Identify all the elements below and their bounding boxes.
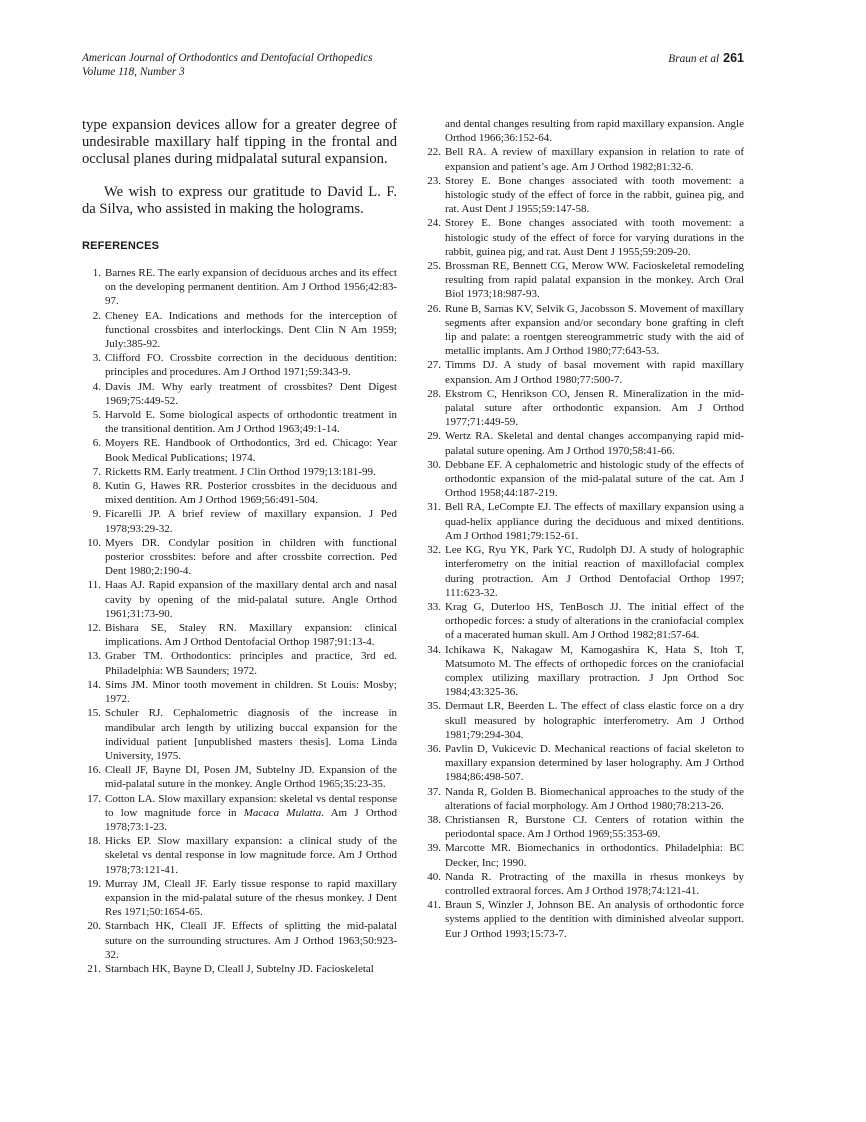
reference-item: [422, 145, 744, 173]
reference-number: 2.: [92, 309, 101, 322]
reference-item: [422, 643, 744, 700]
reference-number: 30.: [427, 458, 441, 471]
reference-item: [82, 962, 397, 976]
page-number: 261: [723, 51, 744, 65]
reference-text: Bell RA. A review of maxillary expansion in relation to rate of expansion and patient’s age. Am J Orthod 1982;81:32-6.: [445, 146, 744, 173]
reference-number: 4.: [92, 380, 101, 393]
reference-text: Cotton LA. Slow maxillary expansion: skeletal vs dental response to low magnitude force in: [105, 792, 397, 819]
reference-number: 29.: [427, 430, 441, 443]
reference-item: [82, 678, 397, 706]
reference-item: [82, 763, 397, 791]
reference-item: [82, 834, 397, 877]
reference-text: Storey E. Bone changes associated with tooth movement: a histologic study of the effect of force in the rabbit, guinea pig, and rat. Aust Dent J 1955;59:147-58.: [445, 174, 744, 216]
reference-number: 40.: [427, 870, 441, 883]
acknowledgment-paragraph: We wish to express our gratitude to David L. F. da Silva, who assisted in making the holograms.: [82, 184, 397, 217]
reference-number: 18.: [87, 835, 101, 848]
reference-text: Marcotte MR. Biomechanics in orthodontics. Philadelphia: BC Decker, Inc; 1990.: [445, 842, 744, 869]
reference-number: 19.: [87, 877, 101, 890]
reference-number: 7.: [92, 465, 101, 478]
reference-item: [422, 813, 744, 841]
reference-number: 17.: [87, 792, 101, 805]
reference-item: [422, 458, 744, 501]
reference-number: 35.: [427, 700, 441, 713]
reference-item: [422, 216, 744, 259]
reference-text: Christiansen R, Burstone CJ. Centers of rotation within the periodontal space. Am J Orthod 1969;55:353-69.: [445, 813, 744, 841]
reference-number: 11.: [87, 579, 101, 592]
running-head-authors: Braun et al: [668, 53, 720, 65]
reference-text: Harvold E. Some biological aspects of orthodontic treatment in the transitional dentition. Am J Orthod 1963;49:1-14.: [105, 409, 397, 436]
reference-item: [82, 351, 397, 379]
reference-number: 21.: [87, 962, 101, 975]
reference-number: 28.: [427, 387, 441, 400]
reference-number: 37.: [427, 785, 441, 798]
reference-text: . Am J Orthod 1978;73:1-23.: [105, 806, 397, 833]
reference-number: 1.: [92, 267, 101, 279]
reference-text: Debbane EF. A cephalometric and histologic study of the effects of orthodontic expansion of the mid-palatal suture of the cat. Am J Orthod 1958;44:187-219.: [445, 458, 744, 500]
reference-item: [82, 649, 397, 677]
reference-text: Brossman RE, Bennett CG, Merow WW. Facioskeletal remodeling resulting from rapid palatal expansion in the monkey. Arch Oral Biol 1973;18:987-93.: [445, 260, 744, 301]
reference-item: [82, 380, 397, 408]
reference-number: 5.: [92, 409, 101, 422]
reference-number: 20.: [87, 920, 101, 933]
reference-text: Ricketts RM. Early treatment. J Clin Orthod 1979;13:181-99.: [105, 465, 376, 478]
reference-item: [422, 429, 744, 457]
reference-number: 25.: [427, 260, 441, 273]
reference-item: [82, 436, 397, 464]
reference-item: [82, 578, 397, 621]
reference-text: Haas AJ. Rapid expansion of the maxillary dental arch and nasal cavity by opening of the mid-palatal suture. Angle Orthod 1961;31:73-90.: [105, 579, 397, 620]
reference-number: 23.: [427, 174, 441, 187]
reference-item: [82, 536, 397, 579]
reference-item: [82, 919, 397, 962]
reference-item: [422, 358, 744, 386]
reference-text: Hicks EP. Slow maxillary expansion: a clinical study of the skeletal vs dental response in low magnitude force. Am J Orthod 1978;73:121-41.: [105, 835, 397, 876]
reference-item: [82, 465, 397, 479]
reference-text: Rune B, Sarnas KV, Selvik G, Jacobsson S. Movement of maxillary segments after expansion and/or secondary bone grafting in cleft lip and palate: a roentgen stereogrammetric study with the aid of metallic implants. Am J Orthod 1980;77:643-53.: [445, 302, 744, 358]
reference-item: [422, 742, 744, 785]
reference-text: Wertz RA. Skeletal and dental changes accompanying rapid mid-palatal suture opening. Am J Orthod 1970;58:41-66.: [445, 430, 744, 457]
reference-number: 38.: [427, 813, 441, 826]
reference-text: Barnes RE. The early expansion of deciduous arches and its effect on the developing permanent dentition. Am J Orthod 1956;42:83-97.: [105, 267, 397, 308]
reference-text: Bishara SE, Staley RN. Maxillary expansion: clinical implications. Am J Orthod Dentofacial Orthop 1987;91:13-4.: [105, 622, 397, 649]
reference-item: [82, 877, 397, 920]
reference-text: Ichikawa K, Nakagaw M, Kamogashira K, Hata S, Itoh T, Matsumoto M. The effects of orthopedic forces on the craniofacial complex utilizing maxillary protraction. J Jpn Orthod Soc 1984;43:325-36.: [445, 643, 744, 699]
reference-text: Ekstrom C, Henrikson CO, Jensen R. Mineralization in the mid-palatal suture after orthodontic expansion. Am J Orthod 1977;71:449-59.: [445, 387, 744, 429]
reference-item: [422, 174, 744, 217]
reference-number: 36.: [427, 742, 441, 755]
reference-number: 27.: [427, 359, 441, 372]
reference-text: Moyers RE. Handbook of Orthodontics, 3rd ed. Chicago: Year Book Medical Publications; 1974.: [105, 437, 397, 464]
reference-item: [422, 302, 744, 359]
reference-text: Storey E. Bone changes associated with tooth movement: a histologic study of the effect of force for varying durations in the rabbit, guinea pig, and rat. Aust Dent J 1955;59:209-20.: [445, 217, 744, 258]
reference-item: [82, 706, 397, 763]
reference-item: [422, 500, 744, 543]
reference-number: 22.: [427, 146, 441, 159]
reference-item: [422, 898, 744, 941]
reference-number: 15.: [87, 707, 101, 720]
reference-text: Murray JM, Cleall JF. Early tissue response to rapid maxillary expansion in the mid-palatal suture of the rhesus monkey. J Dent Res 1971;50:1654-65.: [105, 877, 397, 919]
reference-number: 34.: [427, 643, 441, 656]
reference-number: 3.: [92, 352, 101, 365]
reference-text: Clifford FO. Crossbite correction in the deciduous dentition: principles and procedures. Am J Orthod 1971;59:343-9.: [105, 352, 397, 379]
reference-list-right: [422, 117, 744, 941]
reference-number: 32.: [427, 544, 441, 557]
reference-text: Lee KG, Ryu YK, Park YC, Rudolph DJ. A study of holographic interferometry on the initial reaction of maxillofacial complex during protraction. Am J Orthod Dentofacial Orthop 1997; 111:623-32.: [445, 544, 744, 599]
reference-item: [82, 309, 397, 352]
reference-number: 13.: [87, 650, 101, 663]
reference-item: [422, 543, 744, 600]
reference-number: 26.: [427, 302, 441, 315]
reference-item: [82, 266, 397, 309]
body-paragraph: type expansion devices allow for a greater degree of undesirable maxillary half tipping in the frontal and occlusal planes during midpalatal sutural expansion.: [82, 117, 397, 167]
reference-text: Bell RA, LeCompte EJ. The effects of maxillary expansion using a quad-helix appliance during the deciduous and mixed dentitions. Am J Orthod 1981;79:152-61.: [445, 501, 744, 542]
reference-text: Ficarelli JP. A brief review of maxillary expansion. J Ped 1978;93:29-32.: [105, 508, 397, 535]
reference-continuation: and dental changes resulting from rapid maxillary expansion. Angle Orthod 1966;36:152-64.: [445, 118, 744, 145]
journal-volume: Volume 118, Number 3: [82, 66, 185, 78]
reference-number: 14.: [87, 678, 101, 691]
reference-number: 8.: [92, 480, 101, 493]
reference-text: Cleall JF, Bayne DI, Posen JM, Subtelny JD. Expansion of the mid-palatal suture in the monkey. Angle Orthod 1965;35:23-35.: [105, 764, 397, 791]
reference-text: Myers DR. Condylar position in children with functional posterior crossbites: before and after crossbite correction. Ped Dent 1980;2:190-4.: [105, 536, 397, 578]
reference-text: Starnbach HK, Bayne D, Cleall J, Subtelny JD. Facioskeletal: [105, 962, 374, 975]
reference-text: Pavlin D, Vukicevic D. Mechanical reactions of facial skeleton to maxillary expansion determined by laser holography. Am J Orthod 1984;86:498-507.: [445, 742, 744, 784]
left-column: [82, 117, 397, 976]
running-header-left: [82, 51, 373, 79]
reference-text: Starnbach HK, Cleall JF. Effects of splitting the mid-palatal suture on the surrounding structures. Am J Orthod 1963;50:923-32.: [105, 920, 397, 961]
reference-text: Davis JM. Why early treatment of crossbites? Dent Digest 1969;75:449-52.: [105, 380, 397, 407]
reference-list-left: [82, 266, 397, 976]
reference-item: [422, 870, 744, 898]
reference-number: 16.: [87, 764, 101, 777]
reference-text: Timms DJ. A study of basal movement with rapid maxillary expansion. Am J Orthod 1980;77:500-7.: [445, 359, 744, 386]
reference-item: [422, 841, 744, 869]
reference-item: [82, 792, 397, 835]
reference-number: 41.: [427, 899, 441, 912]
reference-italic-text: Macaca Mulatta: [243, 806, 322, 819]
reference-item: [82, 621, 397, 649]
right-column: [422, 117, 744, 941]
reference-number: 31.: [427, 501, 441, 514]
reference-item: [422, 785, 744, 813]
reference-item: [422, 259, 744, 302]
reference-item: [422, 600, 744, 643]
reference-number: 9.: [92, 508, 101, 521]
reference-number: 10.: [87, 536, 101, 549]
reference-text: Nanda R, Golden B. Biomechanical approaches to the study of the alterations of facial morphology. Am J Orthod 1980;78:213-26.: [445, 785, 744, 812]
reference-number: 12.: [87, 622, 101, 635]
reference-text: Sims JM. Minor tooth movement in children. St Louis: Mosby; 1972.: [105, 678, 397, 706]
reference-text: Braun S, Winzler J, Johnson BE. An analysis of orthodontic force systems applied to the dentition with diminished alveolar support. Eur J Orthod 1993;15:73-7.: [445, 899, 744, 940]
reference-item: [82, 507, 397, 535]
reference-item: [82, 479, 397, 507]
reference-text: Schuler RJ. Cephalometric diagnosis of the increase in mandibular arch length by utilizing buccal expansion for the individual patient [unpublished masters thesis]. Loma Linda University, 1975.: [105, 707, 397, 762]
reference-text: Cheney EA. Indications and methods for the interception of functional crossbites and interlockings. Dent Clin N Am 1959; July:385-92.: [105, 309, 397, 351]
journal-title: American Journal of Orthodontics and Dentofacial Orthopedics: [82, 52, 373, 64]
reference-number: 6.: [92, 437, 101, 450]
reference-number: 33.: [427, 600, 441, 613]
reference-text: Kutin G, Hawes RR. Posterior crossbites in the deciduous and mixed dentition. Am J Orthod 1969;56:491-504.: [105, 480, 397, 507]
reference-text: Nanda R. Protracting of the maxilla in rhesus monkeys by controlled extraoral forces. Am J Orthod 1978;74:121-41.: [445, 870, 744, 897]
reference-text: Krag G, Duterloo HS, TenBosch JJ. The initial effect of the orthopedic forces: a study of alterations in the craniofacial complex of a macerated human skull. Am J Orthod 1982;81:57-64.: [445, 600, 744, 642]
reference-item: [82, 408, 397, 436]
reference-number: 39.: [427, 842, 441, 855]
reference-text: Graber TM. Orthodontics: principles and practice, 3rd ed. Philadelphia: WB Saunders; 1972.: [105, 650, 397, 677]
reference-item: [422, 699, 744, 742]
reference-item: [422, 387, 744, 430]
reference-number: 24.: [427, 217, 441, 230]
references-heading: REFERENCES: [82, 240, 160, 252]
reference-text: Dermaut LR, Beerden L. The effect of class elastic force on a dry skull measured by holographic interferometry. Am J Orthod 1981;79:294-304.: [445, 700, 744, 741]
running-header-right: [668, 51, 744, 66]
